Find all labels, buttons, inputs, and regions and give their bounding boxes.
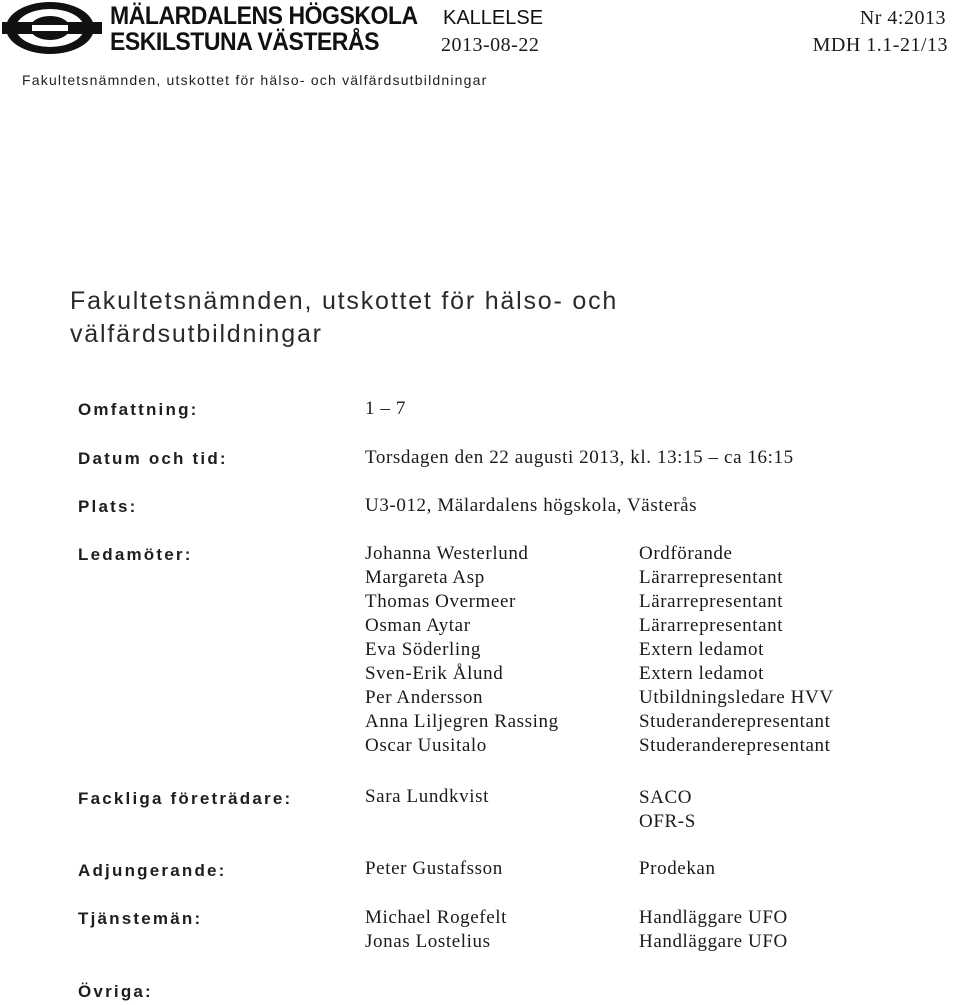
list-item: Thomas Overmeer	[365, 591, 516, 612]
plats-label: Plats:	[78, 497, 138, 516]
list-item: Michael Rogefelt	[365, 907, 508, 928]
list-item: Osman Aytar	[365, 615, 471, 636]
subheader: Fakultetsnämnden, utskottet för hälso- och välfärdsutbildningar	[22, 72, 488, 88]
list-item: Studeranderepresentant	[639, 711, 831, 732]
document-date: 2013-08-22	[441, 34, 540, 56]
ovriga-label: Övriga:	[78, 982, 153, 1001]
logo-name-line1: MÄLARDALENS HÖGSKOLA	[110, 2, 418, 30]
list-item: Lärarrepresentant	[639, 591, 784, 612]
fackliga-label: Fackliga företrädare:	[78, 789, 293, 808]
list-item: Handläggare UFO	[639, 931, 788, 952]
document-type: KALLELSE	[443, 7, 544, 29]
document-number: Nr 4:2013	[859, 7, 946, 29]
list-item: SACO	[639, 787, 693, 808]
list-item: Sven-Erik Ålund	[365, 663, 504, 684]
omfattning-label: Omfattning:	[78, 400, 199, 419]
list-item: Lärarrepresentant	[639, 567, 784, 588]
adjungerande-role: Prodekan	[639, 858, 716, 879]
adjungerande-name: Peter Gustafsson	[365, 858, 503, 879]
list-item: Oscar Uusitalo	[365, 735, 487, 756]
list-item: OFR-S	[639, 811, 696, 832]
list-item: Utbildningsledare HVV	[639, 687, 834, 708]
datum-value: Torsdagen den 22 augusti 2013, kl. 13:15 – ca 16:15	[365, 447, 794, 468]
tjanstemän-name-list	[365, 906, 507, 954]
fackliga-role-list	[639, 786, 696, 834]
ledamoter-label: Ledamöter:	[78, 545, 193, 564]
list-item: Anna Liljegren Rassing	[365, 711, 559, 732]
adjungerande-label: Adjungerande:	[78, 861, 227, 880]
list-item: Extern ledamot	[639, 663, 764, 684]
list-item: Studeranderepresentant	[639, 735, 831, 756]
member-name-list	[365, 542, 559, 758]
omfattning-value: 1 – 7	[365, 398, 406, 419]
document-reference: MDH 1.1-21/13	[812, 34, 948, 56]
list-item: Handläggare UFO	[639, 907, 788, 928]
page-title: Fakultetsnämnden, utskottet för hälso- och välfärdsutbildningar	[70, 287, 619, 348]
datum-label: Datum och tid:	[78, 449, 228, 468]
list-item: Extern ledamot	[639, 639, 764, 660]
tjanstemän-label: Tjänstemän:	[78, 909, 203, 928]
member-role-list	[639, 542, 834, 758]
list-item: Jonas Lostelius	[365, 931, 491, 952]
list-item: Johanna Westerlund	[365, 543, 529, 564]
list-item: Ordförande	[639, 543, 733, 564]
tjanstemän-role-list	[639, 906, 788, 954]
list-item: Margareta Asp	[365, 567, 485, 588]
list-item: Per Andersson	[365, 687, 484, 708]
university-logo-icon	[2, 0, 102, 58]
list-item: Lärarrepresentant	[639, 615, 784, 636]
logo-name-line2: ESKILSTUNA VÄSTERÅS	[110, 28, 379, 56]
list-item: Eva Söderling	[365, 639, 481, 660]
fackliga-name: Sara Lundkvist	[365, 786, 489, 807]
plats-value: U3-012, Mälardalens högskola, Västerås	[365, 495, 698, 516]
